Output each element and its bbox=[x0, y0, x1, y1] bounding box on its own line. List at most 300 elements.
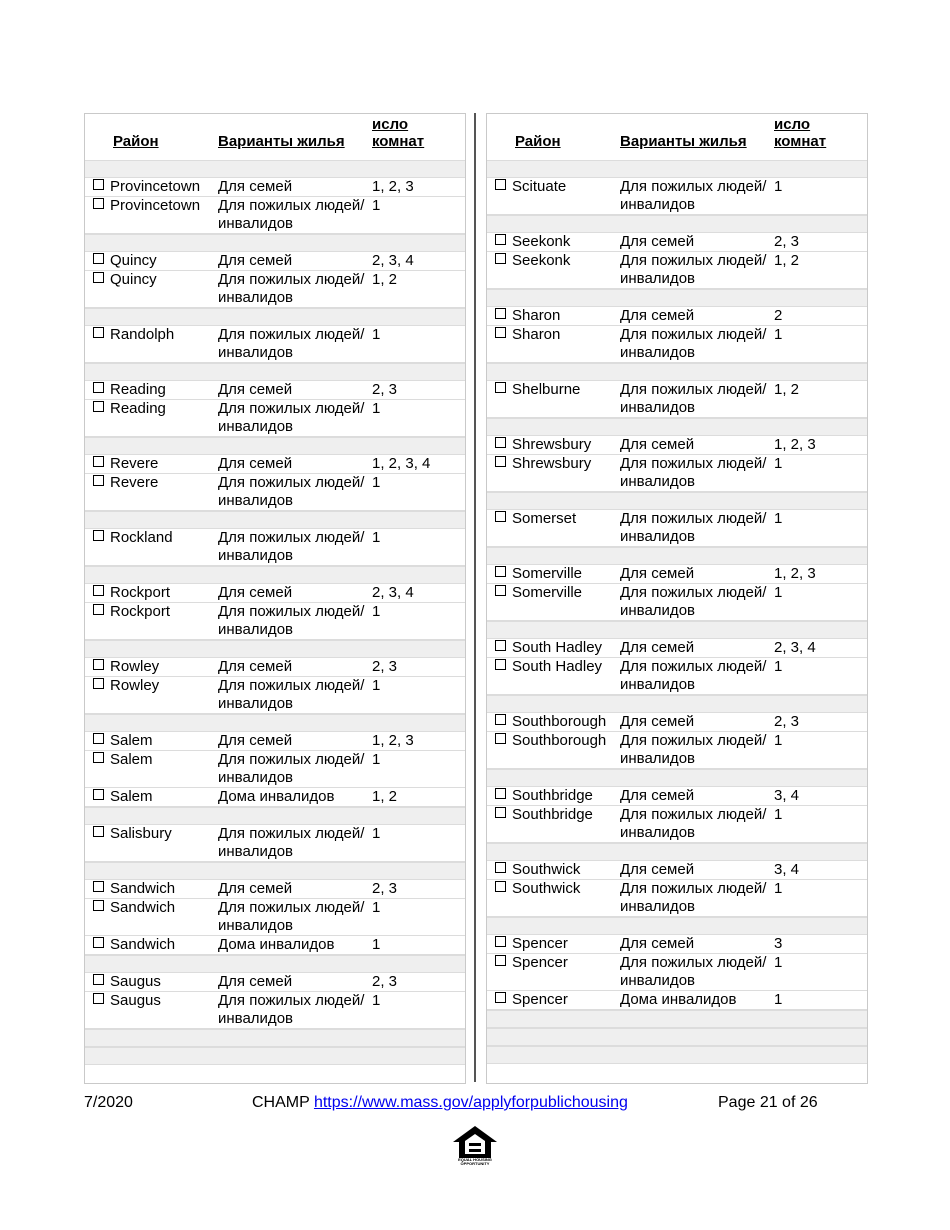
district-cell bbox=[93, 788, 153, 806]
district-cell bbox=[93, 732, 153, 750]
room-count: 2, 3, 4 bbox=[774, 639, 816, 656]
checkbox[interactable] bbox=[93, 198, 104, 209]
district-cell bbox=[93, 880, 175, 898]
district-cell bbox=[495, 880, 580, 898]
room-count: 2, 3 bbox=[774, 713, 800, 730]
room-count: 1 bbox=[774, 991, 783, 1008]
housing-type: Для семей bbox=[620, 565, 695, 582]
district-cell bbox=[93, 973, 161, 991]
district-name: South Hadley bbox=[512, 658, 603, 675]
room-count: 2, 3 bbox=[372, 658, 398, 675]
district-cell bbox=[495, 639, 602, 657]
table-row bbox=[85, 381, 465, 400]
table-row bbox=[487, 954, 867, 991]
header-district: Район bbox=[113, 133, 159, 150]
room-count: 1 bbox=[372, 936, 381, 953]
housing-type: Для семей bbox=[218, 584, 293, 601]
group-separator bbox=[487, 215, 867, 233]
left-rows bbox=[85, 160, 465, 1065]
housing-type: Для пожилых людей/инвалидов bbox=[218, 677, 365, 712]
group-separator bbox=[487, 363, 867, 381]
district-cell bbox=[495, 713, 606, 731]
housing-type: Для пожилых людей/инвалидов bbox=[218, 825, 365, 860]
district-name: Sandwich bbox=[110, 880, 176, 897]
housing-type: Для пожилых людей/инвалидов bbox=[620, 510, 767, 545]
empty-row bbox=[487, 1010, 867, 1028]
room-count: 2, 3 bbox=[774, 233, 800, 250]
group-separator bbox=[85, 234, 465, 252]
district-cell bbox=[495, 510, 576, 528]
table-row bbox=[85, 455, 465, 474]
room-count: 2, 3 bbox=[372, 880, 398, 897]
group-separator bbox=[85, 308, 465, 326]
district-name: Shrewsbury bbox=[512, 436, 592, 453]
table-row bbox=[487, 991, 867, 1010]
district-cell bbox=[495, 178, 566, 196]
checkbox[interactable] bbox=[93, 401, 104, 412]
housing-type: Для пожилых людей/инвалидов bbox=[620, 658, 767, 693]
header-housing: Варианты жилья bbox=[620, 133, 747, 150]
checkbox[interactable] bbox=[93, 272, 104, 283]
right-table bbox=[486, 113, 868, 1084]
district-name: Southborough bbox=[512, 713, 607, 730]
group-separator bbox=[487, 418, 867, 436]
left-table bbox=[84, 113, 466, 1084]
district-name: Somerville bbox=[512, 565, 583, 582]
district-name: Sharon bbox=[512, 307, 561, 324]
checkbox[interactable] bbox=[93, 604, 104, 615]
housing-type: Для пожилых людей/инвалидов bbox=[218, 992, 365, 1027]
district-cell bbox=[93, 252, 157, 270]
table-header bbox=[85, 114, 465, 160]
district-name: Shrewsbury bbox=[512, 455, 592, 472]
district-name: Saugus bbox=[110, 992, 161, 1009]
footer-source bbox=[252, 1094, 628, 1112]
room-count: 1, 2 bbox=[372, 788, 398, 805]
table-row bbox=[487, 455, 867, 492]
housing-type: Для пожилых людей/инвалидов bbox=[218, 400, 365, 435]
district-name: Shelburne bbox=[512, 381, 581, 398]
header-district: Район bbox=[515, 133, 561, 150]
group-separator bbox=[487, 695, 867, 713]
checkbox[interactable] bbox=[495, 456, 506, 467]
district-name: Scituate bbox=[512, 178, 567, 195]
checkbox[interactable] bbox=[93, 179, 104, 190]
housing-type: Для семей bbox=[218, 252, 293, 269]
housing-type: Для пожилых людей/инвалидов bbox=[620, 178, 767, 213]
table-row bbox=[85, 326, 465, 363]
room-count: 1 bbox=[372, 326, 381, 343]
checkbox[interactable] bbox=[495, 936, 506, 947]
table-row bbox=[85, 400, 465, 437]
district-cell bbox=[93, 825, 172, 843]
group-separator bbox=[85, 807, 465, 825]
table-row bbox=[85, 677, 465, 714]
housing-type: Для семей bbox=[218, 732, 293, 749]
district-cell bbox=[93, 677, 159, 695]
housing-type: Для пожилых людей/инвалидов bbox=[620, 732, 767, 767]
district-name: Rockport bbox=[110, 603, 171, 620]
district-name: Spencer bbox=[512, 935, 568, 952]
checkbox[interactable] bbox=[93, 678, 104, 689]
header-rooms: исло комнат bbox=[372, 116, 425, 150]
district-cell bbox=[93, 899, 175, 917]
housing-type: Для пожилых людей/инвалидов bbox=[218, 529, 365, 564]
district-name: Southwick bbox=[512, 880, 581, 897]
checkbox[interactable] bbox=[93, 826, 104, 837]
checkbox[interactable] bbox=[495, 253, 506, 264]
district-name: Seekonk bbox=[512, 233, 571, 250]
table-row bbox=[85, 529, 465, 566]
table-row bbox=[487, 233, 867, 252]
table-row bbox=[85, 936, 465, 955]
header-housing: Варианты жилья bbox=[218, 133, 345, 150]
district-cell bbox=[495, 307, 560, 325]
table-row bbox=[487, 381, 867, 418]
table-row bbox=[487, 861, 867, 880]
checkbox[interactable] bbox=[93, 456, 104, 467]
housing-type: Для пожилых людей/инвалидов bbox=[620, 381, 767, 416]
room-count: 1 bbox=[372, 197, 381, 214]
checkbox[interactable] bbox=[495, 992, 506, 1003]
table-row bbox=[85, 899, 465, 936]
district-cell bbox=[495, 787, 593, 805]
district-name: Rockport bbox=[110, 584, 171, 601]
room-count: 1 bbox=[774, 806, 783, 823]
checkbox[interactable] bbox=[93, 881, 104, 892]
district-cell bbox=[495, 935, 568, 953]
district-cell bbox=[495, 954, 568, 972]
room-count: 1, 2 bbox=[372, 271, 398, 288]
table-row bbox=[487, 658, 867, 695]
room-count: 3, 4 bbox=[774, 787, 800, 804]
district-name: Seekonk bbox=[512, 252, 571, 269]
district-cell bbox=[495, 584, 582, 602]
room-count: 1 bbox=[372, 400, 381, 417]
group-separator bbox=[487, 492, 867, 510]
housing-type: Для пожилых людей/инвалидов bbox=[620, 806, 767, 841]
district-cell bbox=[93, 178, 200, 196]
checkbox[interactable] bbox=[93, 475, 104, 486]
district-cell bbox=[93, 751, 153, 769]
right-rows bbox=[487, 160, 867, 1064]
room-count: 3, 4 bbox=[774, 861, 800, 878]
district-name: Revere bbox=[110, 455, 159, 472]
room-count: 1, 2 bbox=[774, 381, 800, 398]
district-name: Rowley bbox=[110, 677, 160, 694]
room-count: 1 bbox=[774, 326, 783, 343]
housing-type: Для семей bbox=[218, 381, 293, 398]
checkbox[interactable] bbox=[93, 253, 104, 264]
district-name: Southwick bbox=[512, 861, 581, 878]
table-row bbox=[487, 252, 867, 289]
checkbox[interactable] bbox=[495, 807, 506, 818]
checkbox[interactable] bbox=[495, 881, 506, 892]
checkbox[interactable] bbox=[495, 955, 506, 966]
room-count: 1, 2, 3 bbox=[372, 732, 414, 749]
checkbox[interactable] bbox=[93, 530, 104, 541]
room-count: 1 bbox=[774, 455, 783, 472]
room-count: 2, 3, 4 bbox=[372, 252, 414, 269]
district-cell bbox=[495, 806, 593, 824]
table-row bbox=[487, 732, 867, 769]
district-cell bbox=[495, 732, 606, 750]
checkbox[interactable] bbox=[495, 327, 506, 338]
housing-type: Для семей bbox=[218, 880, 293, 897]
district-cell bbox=[495, 233, 570, 251]
district-name: Provincetown bbox=[110, 178, 201, 195]
district-name: Salem bbox=[110, 751, 153, 768]
room-count: 1 bbox=[372, 992, 381, 1009]
table-row bbox=[85, 825, 465, 862]
group-separator bbox=[487, 289, 867, 307]
footer-link[interactable]: https://www.mass.gov/applyforpublichousing bbox=[313, 1094, 628, 1111]
room-count: 2, 3 bbox=[372, 973, 398, 990]
checkbox[interactable] bbox=[93, 585, 104, 596]
room-count: 1 bbox=[774, 732, 783, 749]
checkbox[interactable] bbox=[495, 437, 506, 448]
housing-type: Для пожилых людей/инвалидов bbox=[620, 252, 767, 287]
checkbox[interactable] bbox=[495, 788, 506, 799]
housing-type: Для семей bbox=[620, 935, 695, 952]
group-separator bbox=[85, 511, 465, 529]
district-name: Somerville bbox=[512, 584, 583, 601]
district-cell bbox=[93, 603, 170, 621]
housing-type: Для пожилых людей/инвалидов bbox=[218, 326, 365, 361]
checkbox[interactable] bbox=[93, 974, 104, 985]
table-row bbox=[487, 178, 867, 215]
district-cell bbox=[495, 991, 568, 1009]
equal-housing-text: EQUAL HOUSING OPPORTUNITY bbox=[458, 1157, 492, 1166]
checkbox[interactable] bbox=[495, 382, 506, 393]
housing-type: Для пожилых людей/инвалидов bbox=[218, 271, 365, 306]
housing-type: Дома инвалидов bbox=[620, 991, 737, 1008]
group-separator bbox=[85, 363, 465, 381]
table-row bbox=[487, 326, 867, 363]
room-count: 1 bbox=[372, 899, 381, 916]
table-row bbox=[85, 197, 465, 234]
district-cell bbox=[495, 658, 602, 676]
checkbox[interactable] bbox=[93, 993, 104, 1004]
district-name: Southbridge bbox=[512, 806, 593, 823]
housing-type: Для пожилых людей/инвалидов bbox=[620, 326, 767, 361]
district-name: Salem bbox=[110, 788, 153, 805]
table-row bbox=[85, 788, 465, 807]
district-cell bbox=[495, 565, 582, 583]
district-name: Salisbury bbox=[110, 825, 172, 842]
table-row bbox=[487, 584, 867, 621]
district-name: Randolph bbox=[110, 326, 175, 343]
room-count: 1 bbox=[372, 529, 381, 546]
table-row bbox=[85, 603, 465, 640]
district-cell bbox=[495, 326, 560, 344]
district-cell bbox=[495, 861, 580, 879]
district-name: Reading bbox=[110, 381, 166, 398]
checkbox[interactable] bbox=[93, 789, 104, 800]
table-row bbox=[85, 271, 465, 308]
group-separator bbox=[85, 862, 465, 880]
district-name: Quincy bbox=[110, 252, 157, 269]
district-cell bbox=[93, 271, 157, 289]
group-separator bbox=[487, 547, 867, 565]
housing-type: Для пожилых людей/инвалидов bbox=[218, 603, 365, 638]
empty-row bbox=[487, 1046, 867, 1064]
district-name: Provincetown bbox=[110, 197, 201, 214]
district-cell bbox=[93, 197, 200, 215]
district-name: Rowley bbox=[110, 658, 160, 675]
table-row bbox=[85, 880, 465, 899]
checkbox[interactable] bbox=[495, 659, 506, 670]
room-count: 1 bbox=[372, 825, 381, 842]
district-name: Salem bbox=[110, 732, 153, 749]
checkbox[interactable] bbox=[495, 585, 506, 596]
district-cell bbox=[495, 381, 580, 399]
table-row bbox=[85, 252, 465, 271]
district-name: Spencer bbox=[512, 954, 568, 971]
housing-type: Для семей bbox=[620, 639, 695, 656]
group-separator bbox=[85, 955, 465, 973]
group-separator bbox=[85, 714, 465, 732]
housing-type: Для пожилых людей/инвалидов bbox=[218, 197, 365, 232]
column-divider bbox=[474, 113, 476, 1082]
table-row bbox=[487, 880, 867, 917]
checkbox[interactable] bbox=[495, 862, 506, 873]
district-name: Southbridge bbox=[512, 787, 593, 804]
room-count: 1 bbox=[774, 584, 783, 601]
checkbox[interactable] bbox=[495, 308, 506, 319]
district-cell bbox=[93, 381, 166, 399]
table-row bbox=[487, 307, 867, 326]
table-row bbox=[85, 584, 465, 603]
housing-type: Для семей bbox=[218, 658, 293, 675]
district-name: Sharon bbox=[512, 326, 561, 343]
group-separator bbox=[487, 621, 867, 639]
district-cell bbox=[93, 658, 159, 676]
room-count: 2, 3, 4 bbox=[372, 584, 414, 601]
empty-row bbox=[85, 1029, 465, 1047]
table-row bbox=[85, 751, 465, 788]
housing-type: Для семей bbox=[620, 307, 695, 324]
footer-org: CHAMP bbox=[252, 1094, 310, 1111]
room-count: 2, 3 bbox=[372, 381, 398, 398]
empty-row bbox=[487, 1028, 867, 1046]
checkbox[interactable] bbox=[93, 733, 104, 744]
district-cell bbox=[93, 455, 158, 473]
checkbox[interactable] bbox=[495, 733, 506, 744]
room-count: 1 bbox=[774, 510, 783, 527]
district-cell bbox=[93, 936, 175, 954]
table-row bbox=[487, 713, 867, 732]
footer-date: 7/2020 bbox=[84, 1094, 133, 1111]
room-count: 1 bbox=[774, 954, 783, 971]
room-count: 1 bbox=[774, 178, 783, 195]
housing-type: Дома инвалидов bbox=[218, 788, 335, 805]
district-cell bbox=[93, 529, 173, 547]
checkbox[interactable] bbox=[93, 937, 104, 948]
housing-type: Для семей bbox=[620, 861, 695, 878]
checkbox[interactable] bbox=[495, 511, 506, 522]
housing-type: Для семей bbox=[218, 178, 293, 195]
group-separator bbox=[85, 437, 465, 455]
room-count: 1, 2, 3 bbox=[774, 436, 816, 453]
group-separator bbox=[487, 917, 867, 935]
housing-type: Для пожилых людей/инвалидов bbox=[218, 751, 365, 786]
housing-type: Дома инвалидов bbox=[218, 936, 335, 953]
district-name: Reading bbox=[110, 400, 166, 417]
housing-type: Для семей bbox=[620, 233, 695, 250]
district-cell bbox=[93, 992, 161, 1010]
room-count: 1 bbox=[372, 751, 381, 768]
district-name: Somerset bbox=[512, 510, 577, 527]
room-count: 1 bbox=[774, 658, 783, 675]
checkbox[interactable] bbox=[495, 179, 506, 190]
district-name: South Hadley bbox=[512, 639, 603, 656]
district-name: Sandwich bbox=[110, 936, 176, 953]
housing-type: Для пожилых людей/инвалидов bbox=[218, 899, 365, 934]
district-cell bbox=[93, 584, 170, 602]
room-count: 1, 2 bbox=[774, 252, 800, 269]
group-separator bbox=[85, 160, 465, 178]
district-cell bbox=[93, 400, 166, 418]
room-count: 1, 2, 3, 4 bbox=[372, 455, 431, 472]
checkbox[interactable] bbox=[93, 659, 104, 670]
district-cell bbox=[93, 326, 174, 344]
housing-type: Для семей bbox=[218, 455, 293, 472]
checkbox[interactable] bbox=[93, 327, 104, 338]
housing-type: Для пожилых людей/инвалидов bbox=[218, 474, 365, 509]
district-cell bbox=[495, 252, 570, 270]
header-rooms: исло комнат bbox=[774, 116, 827, 150]
checkbox[interactable] bbox=[495, 566, 506, 577]
housing-type: Для семей bbox=[620, 787, 695, 804]
table-row bbox=[487, 787, 867, 806]
group-separator bbox=[85, 566, 465, 584]
group-separator bbox=[487, 160, 867, 178]
footer-page-number: Page 21 of 26 bbox=[718, 1094, 818, 1111]
housing-type: Для пожилых людей/инвалидов bbox=[620, 880, 767, 915]
table-row bbox=[85, 178, 465, 197]
table-row bbox=[85, 973, 465, 992]
room-count: 1, 2, 3 bbox=[372, 178, 414, 195]
group-separator bbox=[487, 769, 867, 787]
room-count: 1, 2, 3 bbox=[774, 565, 816, 582]
checkbox[interactable] bbox=[495, 234, 506, 245]
checkbox[interactable] bbox=[495, 640, 506, 651]
district-name: Spencer bbox=[512, 991, 568, 1008]
checkbox[interactable] bbox=[495, 714, 506, 725]
district-cell bbox=[93, 474, 158, 492]
housing-type: Для семей bbox=[620, 713, 695, 730]
housing-type: Для пожилых людей/инвалидов bbox=[620, 584, 767, 619]
housing-type: Для семей bbox=[620, 436, 695, 453]
district-name: Southborough bbox=[512, 732, 607, 749]
table-row bbox=[85, 732, 465, 751]
empty-row bbox=[85, 1047, 465, 1065]
table-row bbox=[487, 565, 867, 584]
checkbox[interactable] bbox=[93, 382, 104, 393]
table-row bbox=[487, 436, 867, 455]
checkbox[interactable] bbox=[93, 752, 104, 763]
table-row bbox=[487, 639, 867, 658]
table-row bbox=[487, 806, 867, 843]
district-name: Sandwich bbox=[110, 899, 176, 916]
table-row bbox=[85, 992, 465, 1029]
checkbox[interactable] bbox=[93, 900, 104, 911]
housing-type: Для пожилых людей/инвалидов bbox=[620, 954, 767, 989]
room-count: 1 bbox=[774, 880, 783, 897]
table-header bbox=[487, 114, 867, 160]
district-name: Saugus bbox=[110, 973, 161, 990]
